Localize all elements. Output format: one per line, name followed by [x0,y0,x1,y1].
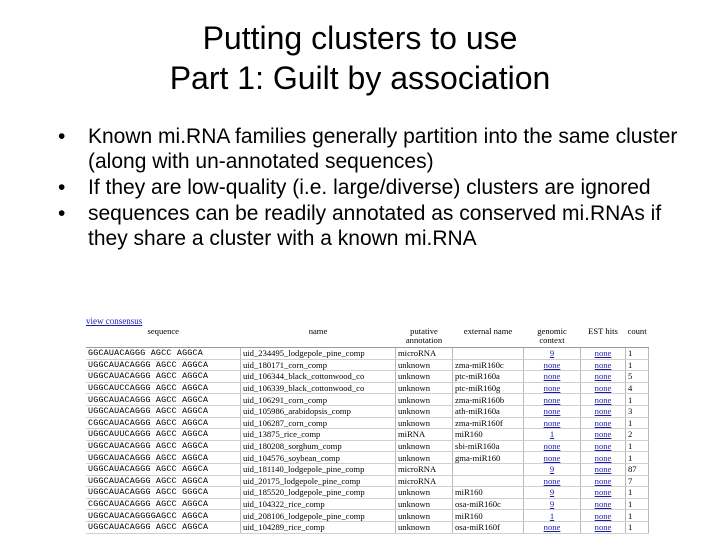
cell-external-name-text: ptc-miR160a [455,371,500,382]
cell-count [626,510,649,522]
cell-name [241,405,396,417]
cell-external-name-text: sbi-miR160a [455,441,500,452]
cell-name-text: uid_104576_soybean_comp [243,452,340,463]
cell-genomic-context[interactable] [524,487,581,499]
cell-external-name [453,452,524,464]
cell-genomic-context[interactable] [524,382,581,394]
cell-annotation-text: unknown [398,394,430,405]
table-body [86,348,649,534]
cell-external-name-text: miR160 [455,487,483,498]
cell-count [626,498,649,510]
cell-name-text: uid_106339_black_cottonwood_co [243,383,365,394]
cell-annotation [396,475,453,487]
cell-annotation-text: unknown [398,487,430,498]
cell-count-text: 1 [628,452,633,463]
cell-count [626,382,649,394]
cell-annotation-text: unknown [398,359,430,370]
table-row [86,498,649,510]
header-count: count [626,327,649,348]
cell-sequence [86,498,241,510]
cell-sequence [86,348,241,360]
cell-sequence-text: CGGCAUACAGGG AGCC AGGCA [88,417,209,428]
cell-est-hits-text[interactable]: none [594,487,612,498]
cell-est-hits[interactable] [581,417,626,429]
cell-sequence [86,359,241,371]
cell-annotation-text: unknown [398,452,430,463]
cell-est-hits[interactable] [581,348,626,360]
cell-external-name-text: ptc-miR160g [455,383,501,394]
cell-est-hits[interactable] [581,382,626,394]
cell-est-hits[interactable] [581,394,626,406]
cell-sequence [86,487,241,499]
cluster-table [86,327,649,534]
cell-name-text: uid_20175_lodgepole_pine_comp [243,475,361,486]
cell-count [626,348,649,360]
cell-count [626,463,649,475]
cell-count-text: 87 [628,464,637,475]
table-row [86,429,649,441]
cell-count-text: 1 [628,499,633,510]
cell-genomic-context[interactable] [524,521,581,533]
header-sequence: sequence [86,327,241,348]
cell-est-hits-text[interactable]: none [594,394,612,405]
cell-annotation-text: microRNA [398,475,437,486]
cell-external-name-text: zma-miR160f [455,417,503,428]
cell-count-text: 1 [628,522,633,533]
cell-est-hits[interactable] [581,452,626,464]
cell-annotation-text: unknown [398,510,430,521]
cell-count [626,359,649,371]
cell-name-text: uid_208106_lodgepole_pine_comp [243,510,365,521]
cell-genomic-context[interactable] [524,475,581,487]
cell-sequence-text: UGGCAUACAGGG AGCC AGGCA [88,452,209,463]
cell-external-name-text: gma-miR160 [455,452,501,463]
cell-count-text: 5 [628,371,633,382]
header-external-name: external name [453,327,524,348]
cell-name [241,429,396,441]
cell-sequence-text: GGCAUACAGGG AGCC AGGCA [88,348,203,359]
cell-est-hits-text[interactable]: none [594,475,612,486]
table-row [86,440,649,452]
table-row [86,405,649,417]
cell-count [626,429,649,441]
cell-external-name [453,463,524,475]
cell-est-hits-text[interactable]: none [594,464,612,475]
cell-name-text: uid_181140_lodgepole_pine_comp [243,464,365,475]
cell-genomic-context[interactable] [524,463,581,475]
cell-external-name [453,382,524,394]
cell-sequence-text: UGGCAUCCAGGG AGCC AGGCA [88,383,209,394]
cell-annotation [396,359,453,371]
cell-genomic-context[interactable] [524,452,581,464]
header-name: name [241,327,396,348]
cell-external-name [453,348,524,360]
cell-count-text: 4 [628,383,633,394]
cell-external-name-text: zma-miR160c [455,359,504,370]
cell-genomic-context-text[interactable]: 1 [549,510,555,521]
cell-annotation [396,440,453,452]
cell-external-name [453,487,524,499]
cell-name [241,475,396,487]
cell-name [241,359,396,371]
cell-genomic-context-text[interactable]: none [543,417,561,428]
cell-external-name-text: osa-miR160c [455,499,501,510]
cell-sequence-text: UGGCAUACAGGG AGCC AGGCA [88,475,209,486]
cell-name-text: uid_185520_lodgepole_pine_comp [243,487,365,498]
cell-sequence [86,463,241,475]
table-header-row [86,327,649,348]
cell-count-text: 7 [628,475,633,486]
cell-name-text: uid_234495_lodgepole_pine_comp [243,348,365,359]
cell-sequence [86,475,241,487]
header-annotation: putative annotation [396,327,453,348]
cell-est-hits-text[interactable]: none [594,371,612,382]
cell-name [241,521,396,533]
cell-est-hits[interactable] [581,359,626,371]
view-consensus-link[interactable]: view consensus [86,316,143,326]
cell-name [241,452,396,464]
cell-est-hits[interactable] [581,463,626,475]
cell-sequence [86,417,241,429]
cell-genomic-context-text[interactable]: none [543,359,561,370]
cell-sequence-text: UGGCAUACAGGG AGCC AGGCA [88,464,209,475]
cell-external-name-text: miR160 [455,429,483,440]
cell-annotation-text: unknown [398,383,430,394]
cell-count [626,521,649,533]
cell-annotation [396,371,453,383]
cell-sequence-text: UGGCAUACAGGG AGCC GGGCA [88,487,209,498]
cell-name-text: uid_106291_corn_comp [243,394,328,405]
cell-sequence [86,452,241,464]
cell-external-name-text: zma-miR160b [455,394,505,405]
cell-name-text: uid_104322_rice_comp [243,499,325,510]
cell-count [626,371,649,383]
cell-est-hits[interactable] [581,475,626,487]
cell-count-text: 1 [628,417,633,428]
cell-sequence-text: UGGCAUACAGGG AGCC AGGCA [88,406,209,417]
cell-sequence-text: UGGCAUACAGGG AGCC AGGCA [88,441,209,452]
cell-annotation [396,463,453,475]
cell-count-text: 1 [628,359,633,370]
cell-name-text: uid_106344_black_cottonwood_co [243,371,365,382]
cell-count [626,394,649,406]
cell-est-hits[interactable] [581,510,626,522]
cell-sequence [86,371,241,383]
table-row [86,348,649,360]
cell-annotation-text: unknown [398,406,430,417]
cell-genomic-context-text[interactable]: none [543,452,561,463]
cell-genomic-context[interactable] [524,417,581,429]
cell-count-text: 1 [628,441,633,452]
cell-name [241,382,396,394]
cell-annotation-text: unknown [398,499,430,510]
cell-annotation [396,521,453,533]
cell-est-hits[interactable] [581,440,626,452]
cell-genomic-context-text[interactable]: none [543,475,561,486]
cell-external-name [453,510,524,522]
cell-name [241,394,396,406]
cell-annotation [396,417,453,429]
cell-count-text: 2 [628,429,633,440]
cell-external-name [453,394,524,406]
cell-est-hits-text[interactable]: none [594,452,612,463]
cell-annotation-text: unknown [398,441,430,452]
table-row [86,371,649,383]
cell-genomic-context[interactable] [524,359,581,371]
cell-name [241,371,396,383]
table-row [86,487,649,499]
cell-count-text: 1 [628,487,633,498]
cell-external-name [453,475,524,487]
cell-sequence-text: UGGCAUACAGGG AGCC AGGCA [88,522,209,533]
cell-est-hits-text[interactable]: none [594,499,612,510]
cell-genomic-context-text[interactable]: 9 [549,499,555,510]
cell-genomic-context-text[interactable]: 9 [549,348,555,359]
cluster-table-screenshot [86,316,720,540]
title-line-2: Part 1: Guilt by association [169,60,551,96]
cell-genomic-context-text[interactable]: none [543,522,561,533]
cell-count-text: 1 [628,348,633,359]
cell-count [626,475,649,487]
bullet-item: • sequences can be readily annotated as conserved mi.RNAs if they share a cluster with a known mi.RNA [58,201,698,251]
cell-name [241,510,396,522]
table-row [86,394,649,406]
cell-name-text: uid_13875_rice_comp [243,429,321,440]
cell-genomic-context[interactable] [524,510,581,522]
cell-annotation [396,394,453,406]
cell-est-hits-text[interactable]: none [594,429,612,440]
cell-name-text: uid_105986_arabidopsis_comp [243,406,351,417]
cell-count-text: 1 [628,394,633,405]
title-line-1: Putting clusters to use [202,20,518,56]
cell-name [241,463,396,475]
cell-external-name [453,429,524,441]
cell-est-hits[interactable] [581,429,626,441]
table-row [86,510,649,522]
cell-est-hits[interactable] [581,521,626,533]
cell-annotation-text: microRNA [398,348,437,359]
cell-genomic-context-text[interactable]: none [543,383,561,394]
cell-annotation-text: microRNA [398,464,437,475]
cell-name-text: uid_180171_corn_comp [243,359,328,370]
cell-count [626,440,649,452]
cell-sequence [86,394,241,406]
cell-est-hits-text[interactable]: none [594,417,612,428]
cell-name [241,487,396,499]
cell-sequence [86,521,241,533]
table-row [86,359,649,371]
cell-sequence [86,510,241,522]
cell-est-hits-text[interactable]: none [594,383,612,394]
cell-count [626,405,649,417]
cell-external-name [453,405,524,417]
cell-est-hits-text[interactable]: none [594,522,612,533]
cell-external-name [453,498,524,510]
cell-name [241,417,396,429]
cell-external-name-text: osa-miR160f [455,522,500,533]
cell-count [626,487,649,499]
cell-genomic-context-text[interactable]: none [543,441,561,452]
cell-name-text: uid_106287_corn_comp [243,417,328,428]
cell-est-hits-text[interactable]: none [594,441,612,452]
cell-count [626,417,649,429]
cell-count [626,452,649,464]
table-row [86,417,649,429]
cell-annotation [396,510,453,522]
bullet-item: • Known mi.RNA families generally partition into the same cluster (along with un-annotated sequences) [58,124,698,174]
cell-genomic-context[interactable] [524,440,581,452]
bullet-list [58,124,698,252]
cell-genomic-context[interactable] [524,371,581,383]
cell-genomic-context[interactable] [524,405,581,417]
cell-genomic-context[interactable] [524,394,581,406]
cell-external-name [453,521,524,533]
cell-annotation [396,487,453,499]
cell-est-hits[interactable] [581,371,626,383]
cell-est-hits[interactable] [581,498,626,510]
cell-est-hits-text[interactable]: none [594,510,612,521]
cell-external-name [453,359,524,371]
cell-est-hits[interactable] [581,487,626,499]
cell-annotation-text: unknown [398,522,430,533]
table-row [86,521,649,533]
cell-count-text: 1 [628,510,633,521]
cell-external-name [453,440,524,452]
header-est-hits: EST hits [581,327,626,348]
cell-count-text: 3 [628,406,633,417]
cell-annotation-text: miRNA [398,429,426,440]
cell-name [241,440,396,452]
cell-genomic-context-text[interactable]: 9 [549,487,555,498]
cell-annotation [396,348,453,360]
cell-annotation [396,429,453,441]
slide-title [0,18,720,98]
table-row [86,475,649,487]
cell-sequence [86,440,241,452]
cell-sequence-text: UGGCAUUCAGGG AGCC AGGCA [88,429,209,440]
cell-est-hits-text[interactable]: none [594,348,612,359]
cell-name-text: uid_104289_rice_comp [243,522,325,533]
cell-genomic-context[interactable] [524,348,581,360]
cell-genomic-context-text[interactable]: none [543,371,561,382]
cell-external-name [453,371,524,383]
cell-sequence [86,429,241,441]
cell-external-name [453,417,524,429]
cell-genomic-context[interactable] [524,498,581,510]
cell-annotation [396,498,453,510]
cell-sequence-text: UGGCAUACAGGG AGCC AGGCA [88,359,209,370]
cell-sequence-text: UGGCAUACAGGG AGCC AGGCA [88,394,209,405]
header-genomic-context: genomic context [524,327,581,348]
bullet-item: • If they are low-quality (i.e. large/diverse) clusters are ignored [58,175,698,200]
cell-annotation-text: unknown [398,371,430,382]
cell-name-text: uid_180208_sorghum_comp [243,441,342,452]
cell-name [241,348,396,360]
cell-genomic-context-text[interactable]: 1 [549,429,555,440]
cell-external-name-text: miR160 [455,510,483,521]
cell-genomic-context[interactable] [524,429,581,441]
cell-sequence-text: UGGCAUACAGGGGAGCC AGGCA [88,510,209,521]
cell-sequence [86,382,241,394]
cell-genomic-context-text[interactable]: none [543,406,561,417]
cell-name [241,498,396,510]
cell-annotation [396,452,453,464]
cell-annotation [396,405,453,417]
cell-sequence-text: CGGCAUACAGGG AGCC AGGCA [88,499,209,510]
table-row [86,452,649,464]
cell-annotation [396,382,453,394]
cell-est-hits[interactable] [581,405,626,417]
cell-annotation-text: unknown [398,417,430,428]
cell-genomic-context-text[interactable]: none [543,394,561,405]
cell-external-name-text: ath-miR160a [455,406,500,417]
cell-est-hits-text[interactable]: none [594,406,612,417]
cell-genomic-context-text[interactable]: 9 [549,464,555,475]
table-row [86,463,649,475]
table-row [86,382,649,394]
cell-est-hits-text[interactable]: none [594,359,612,370]
cell-sequence-text: UGGCAUACAGGG AGCC AGGCA [88,371,209,382]
cell-sequence [86,405,241,417]
